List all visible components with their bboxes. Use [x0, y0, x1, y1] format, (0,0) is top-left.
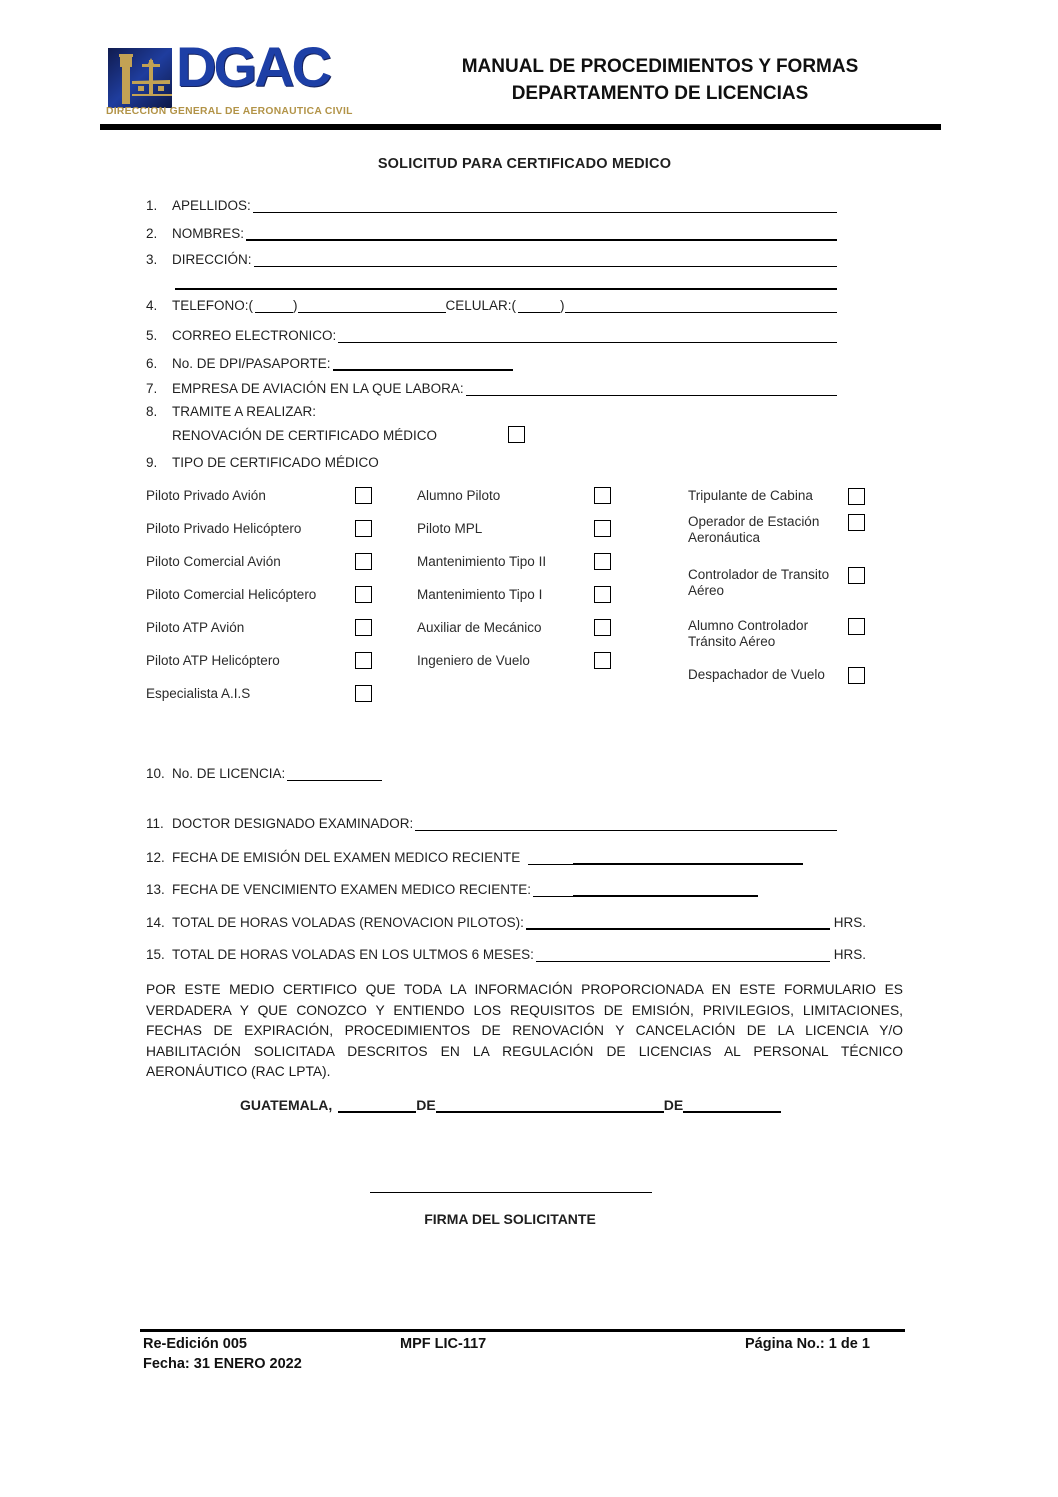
fecha-vencimiento-line-a[interactable]	[533, 881, 573, 897]
cert-label: Controlador de Transito Aéreo	[688, 567, 830, 598]
field-label: TRAMITE A REALIZAR:	[172, 404, 317, 419]
field-label: No. DE DPI/PASAPORTE:	[172, 356, 331, 371]
cert-checkbox[interactable]	[848, 618, 865, 635]
field-empresa	[146, 380, 837, 396]
de-label: DE	[663, 1097, 684, 1113]
dpi-input-line[interactable]	[333, 354, 513, 371]
cert-option	[417, 553, 611, 570]
field-nombres	[146, 224, 837, 241]
field-number: 7.	[146, 381, 158, 396]
field-number: 6.	[146, 356, 158, 371]
horas-6-meses-line[interactable]	[536, 946, 830, 962]
cert-checkbox[interactable]	[355, 487, 372, 504]
cert-checkbox[interactable]	[594, 619, 611, 636]
option-renovacion	[146, 428, 837, 443]
cert-label: Alumno Controlador Tránsito Aéreo	[688, 618, 809, 649]
signature-label: FIRMA DEL SOLICITANTE	[424, 1211, 596, 1227]
cert-checkbox[interactable]	[594, 586, 611, 603]
footer-page: Página No.: 1 de 1	[745, 1336, 870, 1352]
cert-checkbox[interactable]	[594, 520, 611, 537]
cert-checkbox[interactable]	[594, 553, 611, 570]
cert-option	[146, 586, 372, 603]
field-label: TOTAL DE HORAS VOLADAS EN LOS ULTMOS 6 MESES:	[172, 947, 534, 962]
logo-acronym: DGAC	[176, 35, 329, 98]
field-dpi	[146, 354, 837, 371]
field-label: NOMBRES:	[172, 226, 245, 241]
field-apellidos	[146, 197, 837, 213]
field-number: 15.	[146, 947, 165, 962]
header-divider	[100, 124, 941, 130]
field-label: DIRECCIÓN:	[172, 252, 252, 267]
footer-edition: Re-Edición 005	[143, 1336, 247, 1352]
hrs-suffix: HRS.	[833, 947, 866, 962]
month-input-line[interactable]	[436, 1096, 664, 1113]
renovacion-checkbox[interactable]	[508, 426, 525, 443]
date-line	[240, 1096, 781, 1113]
cert-label: Operador de Estación Aeronáutica	[688, 514, 820, 545]
field-number: 11.	[146, 816, 164, 831]
field-licencia	[146, 765, 837, 781]
field-number: 3.	[146, 252, 158, 267]
cert-label: Ingeniero de Vuelo	[417, 653, 530, 668]
field-number: 1.	[146, 198, 158, 213]
fecha-vencimiento-line-b[interactable]	[573, 880, 758, 897]
year-input-line[interactable]	[683, 1096, 781, 1113]
cert-checkbox[interactable]	[594, 487, 611, 504]
cert-label: Mantenimiento Tipo I	[417, 587, 543, 602]
field-label: CORREO ELECTRONICO:	[172, 328, 337, 343]
doctor-input-line[interactable]	[415, 815, 837, 831]
field-label: CELULAR:(	[445, 298, 517, 313]
cert-label: Piloto Comercial Helicóptero	[146, 587, 317, 602]
field-number: 2.	[146, 226, 158, 241]
cert-option	[146, 619, 372, 636]
field-label: No. DE LICENCIA:	[172, 766, 286, 781]
document-title	[380, 53, 940, 107]
field-number: 12.	[146, 850, 165, 865]
cert-option	[688, 567, 865, 599]
field-number: 13.	[146, 882, 165, 897]
apellidos-input-line[interactable]	[253, 197, 837, 213]
cert-label: Piloto Privado Avión	[146, 488, 266, 503]
field-tipo-certificado	[146, 455, 837, 470]
cert-checkbox[interactable]	[355, 619, 372, 636]
footer-divider	[140, 1329, 905, 1332]
cert-checkbox[interactable]	[355, 685, 372, 702]
cert-label: Alumno Piloto	[417, 488, 501, 503]
field-telefono-celular	[146, 297, 837, 313]
cert-option	[688, 514, 865, 546]
cert-option	[417, 619, 611, 636]
fecha-emision-line-a[interactable]	[528, 849, 573, 865]
telefono-area-line[interactable]	[255, 297, 293, 313]
hrs-suffix: HRS.	[833, 915, 866, 930]
field-label: FECHA DE EMISIÓN DEL EXAMEN MEDICO RECIENTE	[172, 850, 521, 865]
field-fecha-emision	[146, 848, 837, 865]
day-input-line[interactable]	[338, 1096, 416, 1113]
cert-checkbox[interactable]	[355, 652, 372, 669]
footer-date: Fecha: 31 ENERO 2022	[143, 1356, 302, 1372]
footer-code: MPF LIC-117	[400, 1336, 487, 1352]
cert-option	[146, 652, 372, 669]
cert-option	[146, 520, 372, 537]
cert-label: Piloto ATP Helicóptero	[146, 653, 280, 668]
dgac-logo	[100, 35, 353, 122]
field-tramite	[146, 404, 837, 419]
field-horas-voladas	[146, 913, 868, 930]
licencia-input-line[interactable]	[287, 765, 382, 781]
cert-label: Piloto ATP Avión	[146, 620, 245, 635]
cert-option	[417, 586, 611, 603]
signature-line[interactable]	[370, 1176, 652, 1193]
certification-statement: POR ESTE MEDIO CERTIFICO QUE TODA LA INFORMACIÓN PROPORCIONADA EN ESTE FORMULARIO ES VERDADERA Y QUE CONOZCO Y ENTIENDO LOS REQUISITOS DE EMISIÓN, PRIVILEGIOS, LIMITACIONES, FECHAS DE EXPIRACIÓN, PROCEDIMIENTOS DE RENOVACIÓN Y CANCELACIÓN DE LA LICENCIA Y/O HABILITACIÓN SOLICITADA DESCRITOS EN LA REGULACIÓN DE LICENCIAS AL PERSONAL TÉCNICO AERONÁUTICO (RAC LPTA).	[146, 982, 903, 1079]
document-title-line1: MANUAL DE PROCEDIMIENTOS Y FORMAS	[461, 56, 859, 77]
field-number: 14.	[146, 915, 165, 930]
telefono-input-line[interactable]	[298, 297, 446, 313]
cert-option	[146, 685, 372, 702]
control-tower-airplane-icon	[108, 48, 172, 108]
cert-option	[688, 667, 865, 684]
direccion-input-line[interactable]	[254, 251, 837, 267]
cert-checkbox[interactable]	[848, 567, 865, 584]
logo-caption: DIRECCION GENERAL DE AERONAUTICA CIVIL	[106, 106, 353, 117]
cert-option	[146, 487, 372, 504]
direccion-continuation-line[interactable]	[175, 272, 837, 290]
cert-label: Despachador de Vuelo	[688, 667, 825, 682]
fecha-emision-line-b[interactable]	[573, 848, 803, 865]
cert-checkbox[interactable]	[848, 488, 865, 505]
document-title-line2: DEPARTAMENTO DE LICENCIAS	[511, 83, 809, 104]
cert-label: Piloto MPL	[417, 521, 483, 536]
certificate-column-2	[417, 487, 611, 685]
cert-option	[417, 652, 611, 669]
form-title: SOLICITUD PARA CERTIFICADO MEDICO	[377, 156, 672, 172]
cert-label: Piloto Comercial Avión	[146, 554, 281, 569]
certificate-type-grid	[146, 487, 886, 732]
celular-input-line[interactable]	[565, 297, 837, 313]
field-doctor	[146, 815, 837, 831]
cert-option	[146, 553, 372, 570]
field-label: APELLIDOS:	[172, 198, 251, 213]
horas-voladas-line[interactable]	[526, 913, 830, 930]
field-label: TELEFONO:(	[172, 298, 254, 313]
cert-label: Mantenimiento Tipo II	[417, 554, 547, 569]
cert-checkbox[interactable]	[355, 553, 372, 570]
certificate-column-3	[688, 487, 865, 732]
cert-checkbox[interactable]	[355, 520, 372, 537]
field-fecha-vencimiento	[146, 880, 837, 897]
field-label: TOTAL DE HORAS VOLADAS (RENOVACION PILOTOS):	[172, 915, 524, 930]
cert-option	[417, 520, 611, 537]
field-number: 10.	[146, 766, 165, 781]
cert-checkbox[interactable]	[848, 514, 865, 531]
nombres-input-line[interactable]	[246, 224, 837, 241]
de-label: DE	[416, 1097, 436, 1113]
paren-close: )	[293, 298, 298, 313]
cert-option	[688, 488, 865, 505]
city-label: GUATEMALA,	[240, 1097, 333, 1113]
correo-input-line[interactable]	[338, 327, 837, 343]
field-number: 8.	[146, 404, 158, 419]
cert-checkbox[interactable]	[594, 652, 611, 669]
renovacion-label: RENOVACIÓN DE CERTIFICADO MÉDICO	[172, 428, 438, 443]
celular-area-line[interactable]	[518, 297, 560, 313]
cert-option	[417, 487, 611, 504]
field-direccion	[146, 251, 837, 267]
field-number: 9.	[146, 455, 158, 470]
cert-label: Especialista A.I.S	[146, 686, 251, 701]
field-number: 5.	[146, 328, 158, 343]
field-number: 4.	[146, 298, 158, 313]
cert-label: Tripulante de Cabina	[688, 488, 813, 503]
cert-checkbox[interactable]	[848, 667, 865, 684]
certificate-column-1	[146, 487, 372, 718]
field-label: TIPO DE CERTIFICADO MÉDICO	[172, 455, 379, 470]
cert-option	[688, 618, 865, 650]
empresa-input-line[interactable]	[466, 380, 837, 396]
cert-label: Piloto Privado Helicóptero	[146, 521, 302, 536]
cert-label: Auxiliar de Mecánico	[417, 620, 542, 635]
cert-checkbox[interactable]	[355, 586, 372, 603]
field-label: FECHA DE VENCIMIENTO EXAMEN MEDICO RECIENTE:	[172, 882, 532, 897]
paren-close: )	[560, 298, 565, 313]
field-horas-6-meses	[146, 946, 868, 962]
field-correo	[146, 327, 837, 343]
field-label: DOCTOR DESIGNADO EXAMINADOR:	[172, 816, 414, 831]
field-label: EMPRESA DE AVIACIÓN EN LA QUE LABORA:	[172, 381, 464, 396]
